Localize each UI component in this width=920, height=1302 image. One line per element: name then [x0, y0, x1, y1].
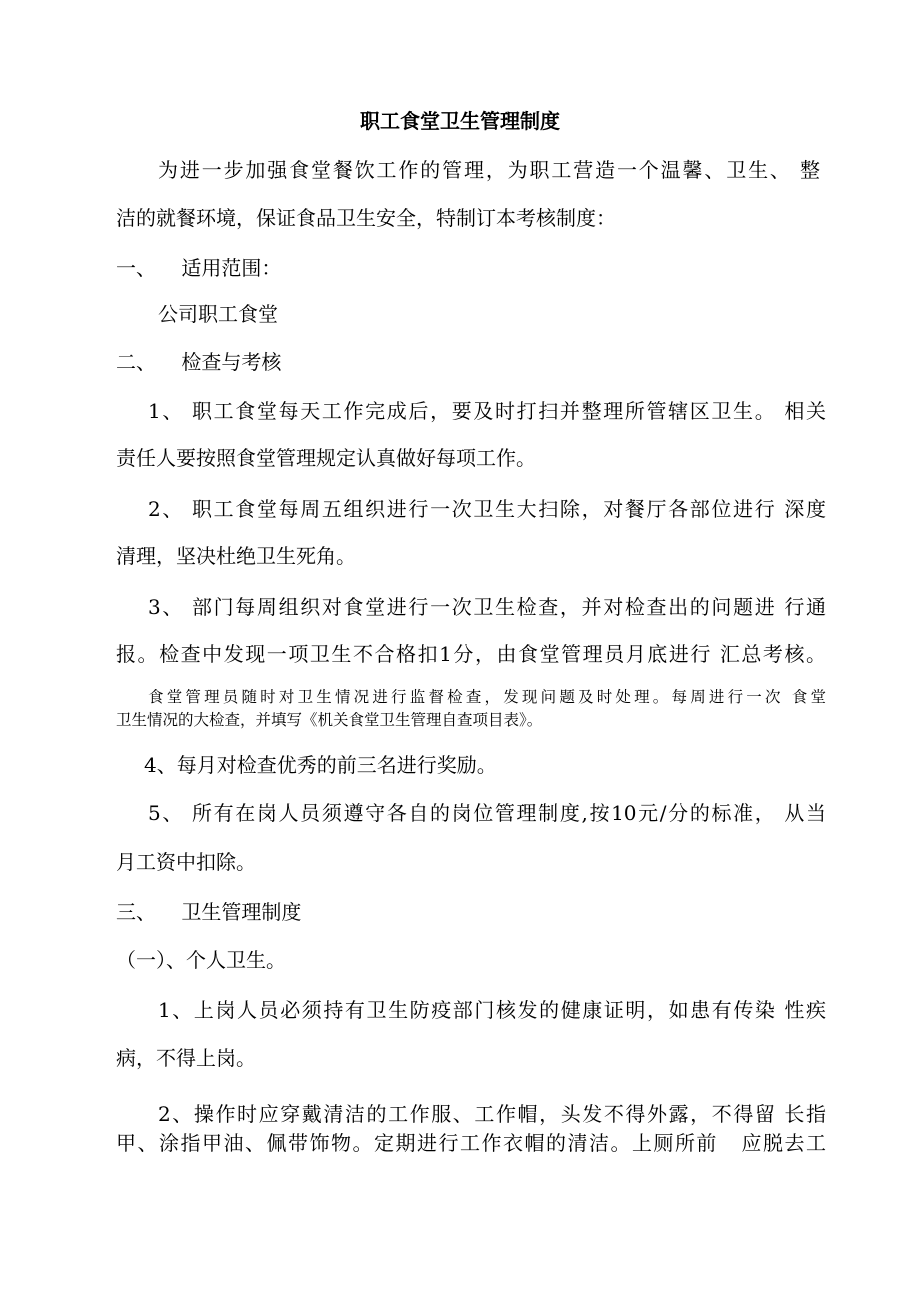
item-5-line-1: 5、 所有在岗人员须遵守各自的岗位管理制度,按10元/分的标准， 从当	[148, 801, 826, 825]
item-2-line-2: 清理，坚决杜绝卫生死角。	[116, 544, 356, 568]
section-heading-1: 一、 适用范围：	[116, 256, 282, 280]
section-heading-3: 三、 卫生管理制度	[116, 900, 302, 924]
scope-text: 公司职工食堂	[158, 302, 278, 326]
document-title: 职工食堂卫生管理制度	[360, 109, 560, 133]
hygiene-item-1-line-1: 1、上岗人员必须持有卫生防疫部门核发的健康证明，如患有传染 性疾	[158, 998, 826, 1022]
item-1-line-2: 责任人要按照食堂管理规定认真做好每项工作。	[116, 446, 536, 470]
section-heading-2: 二、 检查与考核	[116, 350, 282, 374]
item-2-line-1: 2、 职工食堂每周五组织进行一次卫生大扫除，对餐厅各部位进行 深度	[148, 497, 826, 521]
hygiene-item-1-line-2: 病，不得上岗。	[116, 1046, 256, 1070]
item-1-line-1: 1、 职工食堂每天工作完成后，要及时打扫并整理所管辖区卫生。 相关	[148, 399, 826, 423]
intro-line-2: 洁的就餐环境，保证食品卫生安全，特制订本考核制度：	[116, 206, 616, 230]
item-5-line-2: 月工资中扣除。	[116, 850, 256, 874]
item-3-line-2: 报。检查中发现一项卫生不合格扣1分，由食堂管理员月底进行 汇总考核。	[116, 642, 826, 666]
item-4: 4、每月对检查优秀的前三名进行奖励。	[144, 753, 497, 777]
item-3-line-1: 3、 部门每周组织对食堂进行一次卫生检查，并对检查出的问题进 行通	[148, 595, 826, 619]
intro-line-1: 为进一步加强食堂餐饮工作的管理，为职工营造一个温馨、卫生、 整	[158, 158, 820, 182]
hygiene-item-2-line-1: 2、操作时应穿戴清洁的工作服、工作帽，头发不得外露，不得留 长指	[158, 1102, 826, 1126]
hygiene-item-2-line-2: 甲、涂指甲油、佩带饰物。定期进行工作衣帽的清洁。上厕所前 应脱去工	[116, 1131, 826, 1155]
note-line-1: 食堂管理员随时对卫生情况进行监督检查，发现问题及时处理。每周进行一次 食堂	[148, 688, 826, 706]
subsection-heading-1: （一）、个人卫生。	[116, 948, 286, 972]
note-line-2: 卫生情况的大检查，并填写《机关食堂卫生管理自查项目表》。	[116, 711, 543, 729]
